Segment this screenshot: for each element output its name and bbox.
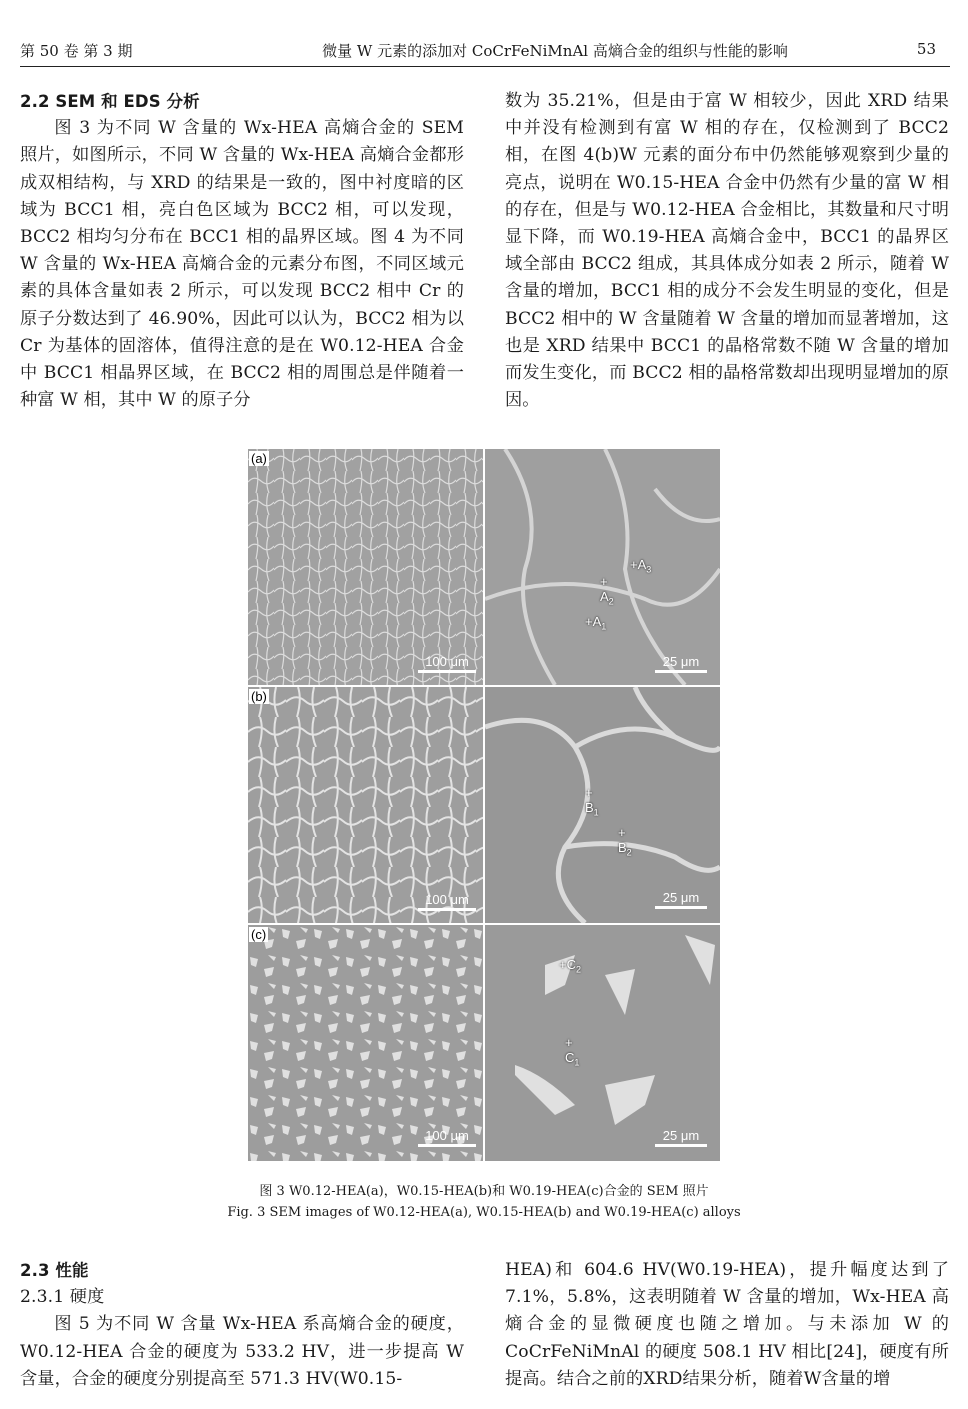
scale-bar bbox=[655, 890, 707, 909]
marker-a1: $+A_1$ bbox=[585, 614, 607, 632]
marker-b1: + $B_1$ bbox=[585, 785, 599, 818]
scale-bar-label: 25 μm bbox=[662, 890, 700, 905]
marker-c2: $+C_2$ bbox=[559, 957, 581, 975]
scale-bar bbox=[418, 1128, 476, 1147]
panel-label: (b) bbox=[251, 689, 267, 704]
sem-figure bbox=[248, 449, 720, 1162]
sem-image-high-mag bbox=[485, 449, 720, 685]
scale-bar bbox=[418, 654, 476, 673]
section-title-2-3: 2.3 性能 bbox=[20, 1261, 89, 1280]
section-title-2-2: 2.2 SEM 和 EDS 分析 bbox=[20, 92, 200, 111]
paragraph-sem-eds-continued: 数为 35.21%，但是由于富 W 相较少，因此 XRD 结果中并没有检测到有富 W 相的存在，仅检测到了 BCC2 相，在图 4(b)W 元素的面分布中仍然能够观察到少量的亮点，说明在 W0.15-HEA 合金中仍然有少量的富 W 相的存在，但是与 W0.12-HEA 合金相比，其数量和尺寸明显下降，而 W0.19-HEA 高熵合金中，BCC1 的晶界区域全部由 BCC2 组成，其具体成分如表 2 所示，随着 W 含量的增加，BCC1 相的成分不会发生明显的变化，但是 BCC2 相中的 W 含量随着 W 含量的增加而显著增加，这也是 XRD 结果中 BCC1 的晶格常数不随 W 含量的增加而发生变化，而 BCC2 相的晶格常数却出现明显增加的原因。 bbox=[505, 91, 949, 411]
scale-bar-label: 25 μm bbox=[662, 654, 700, 669]
journal-volume: 第 50 卷 第 3 期 bbox=[20, 42, 133, 60]
scale-bar-label: 100 μm bbox=[425, 892, 469, 907]
right-column-top bbox=[505, 88, 949, 414]
scale-bar-label: 100 μm bbox=[425, 1128, 469, 1143]
paragraph-hardness-continued: HEA)和 604.6 HV(W0.19-HEA)，提升幅度达到了 7.1%，5.8%，这表明随着 W 含量的增加，Wx-HEA 高熵合金的显微硬度也随之增加。与未添加 W 的 CoCrFeNiMnAl 的硬度 508.1 HV 相比[24]，硬度有所提高。结合之前的XRD结果分析，随着W含量的增 bbox=[505, 1260, 949, 1389]
figure-caption-en: Fig. 3 SEM images of W0.12-HEA(a), W0.15-HEA(b) and W0.19-HEA(c) alloys bbox=[227, 1205, 741, 1220]
figure-caption-cn: 图 3 W0.12-HEA(a)，W0.15-HEA(b)和 W0.19-HEA(c)合金的 SEM 照片 bbox=[259, 1184, 709, 1199]
marker-b2: + $B_2$ bbox=[618, 825, 632, 858]
scale-bar bbox=[418, 892, 476, 911]
sem-image-high-mag bbox=[485, 925, 720, 1161]
sem-image-low-mag bbox=[248, 449, 483, 685]
running-title: 微量 W 元素的添加对 CoCrFeNiMnAl 高熵合金的组织与性能的影响 bbox=[322, 42, 788, 60]
sem-image-low-mag bbox=[248, 925, 483, 1161]
panel-b bbox=[248, 687, 720, 923]
sem-image-low-mag bbox=[248, 687, 483, 923]
scale-bar bbox=[655, 654, 707, 673]
marker-c1: + $C_1$ bbox=[565, 1035, 580, 1068]
page-number: 53 bbox=[916, 40, 936, 58]
sem-image-high-mag bbox=[485, 687, 720, 923]
paragraph-hardness: 图 5 为不同 W 含量 Wx-HEA 系高熵合金的硬度，W0.12-HEA 合金的硬度为 533.2 HV，进一步提高 W 含量，合金的硬度分别提高至 571.3 HV(W0.15- bbox=[20, 1314, 464, 1389]
panel-a bbox=[248, 449, 720, 685]
scale-bar-label: 100 μm bbox=[425, 654, 469, 669]
page-header bbox=[20, 38, 950, 67]
left-column-top bbox=[20, 88, 464, 414]
marker-a2: + $A_2$ bbox=[600, 574, 614, 607]
paragraph-sem-eds: 图 3 为不同 W 含量的 Wx-HEA 高熵合金的 SEM 照片，如图所示，不同 W 含量的 Wx-HEA 高熵合金都形成双相结构，与 XRD 的结果是一致的，图中衬度暗的区域为 BCC1 相，亮白色区域为 BCC2 相，可以发现，BCC2 相均匀分布在 BCC1 相的晶界区域。图 4 为不同 W 含量的 Wx-HEA 高熵合金的元素分布图，不同区域元素的具体含量如表 2 所示，可以发现 BCC2 相中 Cr 的原子分数达到了 46.90%，因此可以认为，BCC2 相为以 Cr 为基体的固溶体，值得注意的是在 W0.12-HEA 合金中 BCC1 相晶界区域，在 BCC2 相的周围总是伴随着一种富 W 相，其中 W 的原子分 bbox=[20, 118, 464, 411]
right-column-bottom bbox=[505, 1257, 949, 1393]
scale-bar-label: 25 μm bbox=[662, 1128, 700, 1143]
subsection-title-hardness: 2.3.1 硬度 bbox=[20, 1287, 105, 1308]
panel-label: (c) bbox=[251, 927, 267, 942]
panel-label: (a) bbox=[251, 451, 267, 466]
panel-c bbox=[248, 925, 720, 1161]
left-column-bottom bbox=[20, 1257, 464, 1393]
scale-bar bbox=[655, 1128, 707, 1147]
marker-a3: $+A_3$ bbox=[630, 557, 652, 575]
